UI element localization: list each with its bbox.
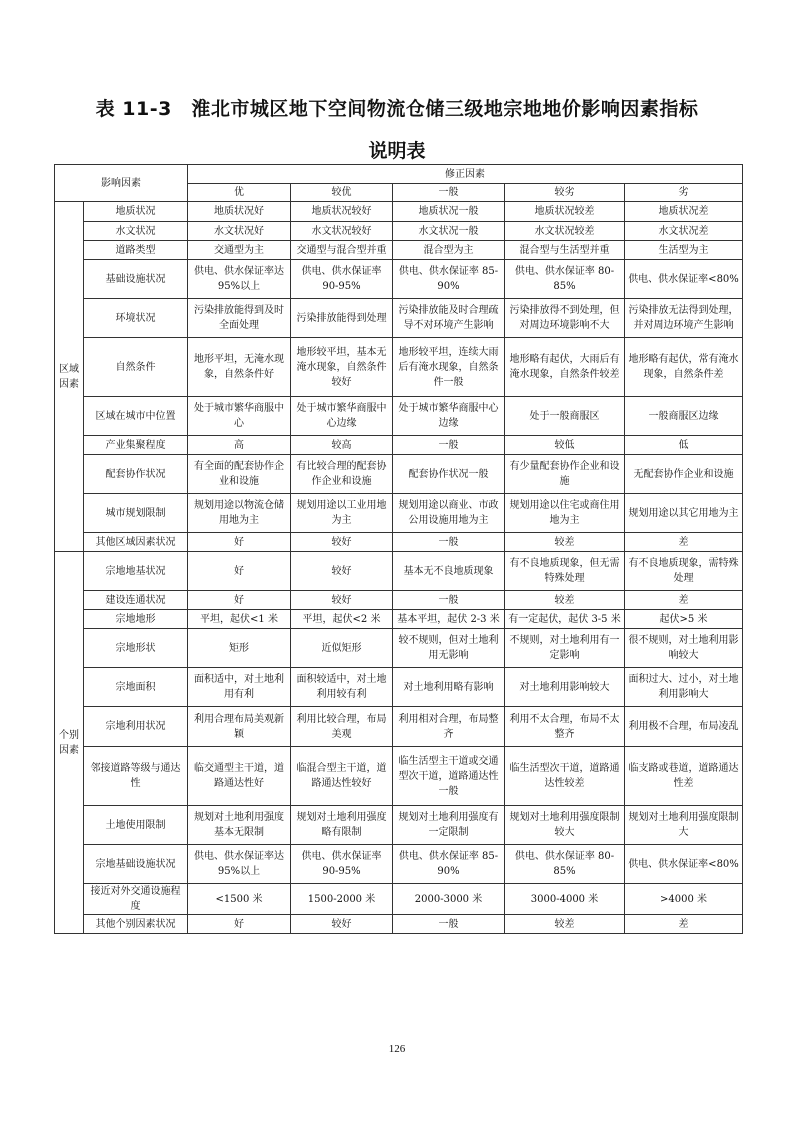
table-row xyxy=(55,591,743,610)
table-row xyxy=(55,222,743,241)
table-row xyxy=(55,397,743,436)
grade-value: 规划用途以住宅或商住用地为主 xyxy=(505,494,625,533)
grade-header: 一般 xyxy=(393,184,505,202)
table-row xyxy=(55,806,743,845)
grade-value: 较不规则，但对土地利用无影响 xyxy=(393,629,505,668)
grade-value: 对土地利用略有影响 xyxy=(393,668,505,707)
grade-value: 2000-3000 米 xyxy=(393,884,505,915)
grade-value: 水文状况好 xyxy=(188,222,291,241)
factor-name: 宗地地形 xyxy=(84,610,188,629)
grade-value: 起伏>5 米 xyxy=(625,610,743,629)
grade-value: 基本无不良地质现象 xyxy=(393,552,505,591)
table-row xyxy=(55,707,743,747)
grade-value: 交通型为主 xyxy=(188,241,291,260)
grade-value: 地形略有起伏，常有淹水现象，自然条件差 xyxy=(625,338,743,397)
grade-value: 水文状况一般 xyxy=(393,222,505,241)
grade-value: 地形略有起伏，大雨后有淹水现象，自然条件较差 xyxy=(505,338,625,397)
factor-name: 基础设施状况 xyxy=(84,260,188,299)
grade-value: 临支路或巷道，道路通达性差 xyxy=(625,747,743,806)
grade-value: 一般 xyxy=(393,915,505,934)
grade-value: 有一定起伏，起伏 3-5 米 xyxy=(505,610,625,629)
grade-value: 规划用途以商业、市政公用设施用地为主 xyxy=(393,494,505,533)
grade-value: 较好 xyxy=(291,591,393,610)
factor-name: 其他个别因素状况 xyxy=(84,915,188,934)
grade-value: 处于城市繁华商服中心 xyxy=(188,397,291,436)
grade-value: 较好 xyxy=(291,915,393,934)
factor-name: 其他区域因素状况 xyxy=(84,533,188,552)
table-title: 表 11-3 淮北市城区地下空间物流仓储三级地宗地地价影响因素指标 xyxy=(95,98,699,120)
grade-value: 规划对土地利用强度基本无限制 xyxy=(188,806,291,845)
grade-value: >4000 米 xyxy=(625,884,743,915)
factor-name: 道路类型 xyxy=(84,241,188,260)
factor-name: 邻接道路等级与通达性 xyxy=(84,747,188,806)
table-row xyxy=(55,436,743,455)
grade-value: 污染排放无法得到处理，并对周边环境产生影响 xyxy=(625,299,743,338)
table-row xyxy=(55,747,743,806)
grade-value: 好 xyxy=(188,533,291,552)
grade-value: 临生活型主干道或交通型次干道，道路通达性一般 xyxy=(393,747,505,806)
grade-value: 地形较平坦，基本无淹水现象，自然条件较好 xyxy=(291,338,393,397)
grade-value: 供电、供水保证率达95%以上 xyxy=(188,260,291,299)
grade-value: 利用极不合理，布局凌乱 xyxy=(625,707,743,747)
grade-value: 供电、供水保证率 85-90% xyxy=(393,845,505,884)
table-row xyxy=(55,260,743,299)
table-row xyxy=(55,299,743,338)
grade-value: 好 xyxy=(188,915,291,934)
table-row xyxy=(55,915,743,934)
table-row xyxy=(55,884,743,915)
grade-value: 较差 xyxy=(505,533,625,552)
grade-value: 混合型与生活型并重 xyxy=(505,241,625,260)
grade-value: 较差 xyxy=(505,915,625,934)
grade-value: 1500-2000 米 xyxy=(291,884,393,915)
table-row xyxy=(55,455,743,494)
factor-name: 接近对外交通设施程度 xyxy=(84,884,188,915)
factor-name: 建设连通状况 xyxy=(84,591,188,610)
grade-value: 对土地利用影响较大 xyxy=(505,668,625,707)
grade-value: 平坦，起伏<1 米 xyxy=(188,610,291,629)
grade-value: 生活型为主 xyxy=(625,241,743,260)
factor-name: 区域在城市中位置 xyxy=(84,397,188,436)
grade-value: 好 xyxy=(188,591,291,610)
grade-value: 差 xyxy=(625,533,743,552)
grade-value: 供电、供水保证率 80-85% xyxy=(505,845,625,884)
grade-value: 污染排放得不到处理，但对周边环境影响不大 xyxy=(505,299,625,338)
table-row xyxy=(55,629,743,668)
table-row xyxy=(55,202,743,222)
table-row xyxy=(55,338,743,397)
page-number: 126 xyxy=(388,1043,406,1055)
grade-value: 近似矩形 xyxy=(291,629,393,668)
grade-value: 配套协作状况一般 xyxy=(393,455,505,494)
factor-name: 配套协作状况 xyxy=(84,455,188,494)
table-row xyxy=(55,241,743,260)
correction-header: 修正因素 xyxy=(188,165,743,184)
grade-value: 污染排放能得到处理 xyxy=(291,299,393,338)
grade-value: 规划用途以物流仓储用地为主 xyxy=(188,494,291,533)
grade-value: 处于城市繁华商服中心边缘 xyxy=(393,397,505,436)
grade-value: 利用比较合理，布局美观 xyxy=(291,707,393,747)
grade-value: 处于城市繁华商服中心边缘 xyxy=(291,397,393,436)
grade-value: 低 xyxy=(625,436,743,455)
grade-value: 差 xyxy=(625,915,743,934)
table-row xyxy=(55,533,743,552)
grade-value: 有不良地质现象，但无需特殊处理 xyxy=(505,552,625,591)
grade-header: 较优 xyxy=(291,184,393,202)
grade-value: 地质状况一般 xyxy=(393,202,505,222)
grade-value: 3000-4000 米 xyxy=(505,884,625,915)
grade-value: 差 xyxy=(625,591,743,610)
grade-value: 有不良地质现象，需特殊处理 xyxy=(625,552,743,591)
factor-name: 宗地地基状况 xyxy=(84,552,188,591)
grade-value: 一般 xyxy=(393,533,505,552)
factor-name: 水文状况 xyxy=(84,222,188,241)
grade-value: 有少量配套协作企业和设施 xyxy=(505,455,625,494)
table-row xyxy=(55,494,743,533)
table-title-continuation: 说明表 xyxy=(368,140,426,162)
grade-value: 地质状况差 xyxy=(625,202,743,222)
grade-value: 规划对土地利用强度有一定限制 xyxy=(393,806,505,845)
grade-value: 供电、供水保证率<80% xyxy=(625,260,743,299)
grade-value: 规划对土地利用强度限制大 xyxy=(625,806,743,845)
grade-value: 有全面的配套协作企业和设施 xyxy=(188,455,291,494)
factor-name: 土地使用限制 xyxy=(84,806,188,845)
header-row xyxy=(55,165,743,184)
group-label: 区域因素 xyxy=(55,202,84,552)
grade-value: 矩形 xyxy=(188,629,291,668)
grade-value: 规划用途以工业用地为主 xyxy=(291,494,393,533)
grade-value: 一般 xyxy=(393,436,505,455)
grade-value: 较好 xyxy=(291,552,393,591)
grade-value: 面积适中，对土地利用有利 xyxy=(188,668,291,707)
grade-value: 交通型与混合型并重 xyxy=(291,241,393,260)
grade-value: 水文状况较好 xyxy=(291,222,393,241)
grade-value: 一般 xyxy=(393,591,505,610)
grade-value: 面积较适中，对土地利用较有利 xyxy=(291,668,393,707)
grade-value: 规划对土地利用强度限制较大 xyxy=(505,806,625,845)
grade-value: 利用合理布局美观新颖 xyxy=(188,707,291,747)
grade-value: 规划对土地利用强度略有限制 xyxy=(291,806,393,845)
grade-value: 规划用途以其它用地为主 xyxy=(625,494,743,533)
grade-value: 高 xyxy=(188,436,291,455)
factor-table-body xyxy=(55,165,743,934)
grade-value: 较低 xyxy=(505,436,625,455)
grade-value: 污染排放能得到及时全面处理 xyxy=(188,299,291,338)
grade-value: 供电、供水保证率 90-95% xyxy=(291,260,393,299)
grade-value: 临生活型次干道，道路通达性较差 xyxy=(505,747,625,806)
grade-value: 较好 xyxy=(291,533,393,552)
grade-value: 地质状况较好 xyxy=(291,202,393,222)
grade-value: 好 xyxy=(188,552,291,591)
grade-value: 临混合型主干道，道路通达性较好 xyxy=(291,747,393,806)
grade-value: 面积过大、过小，对土地利用影响大 xyxy=(625,668,743,707)
factor-name: 城市规划限制 xyxy=(84,494,188,533)
factor-name: 环境状况 xyxy=(84,299,188,338)
grade-value: 处于一般商服区 xyxy=(505,397,625,436)
grade-value: 供电、供水保证率 85-90% xyxy=(393,260,505,299)
grade-value: <1500 米 xyxy=(188,884,291,915)
grade-value: 供电、供水保证率达95%以上 xyxy=(188,845,291,884)
grade-value: 较差 xyxy=(505,591,625,610)
grade-value: 地质状况较差 xyxy=(505,202,625,222)
table-row xyxy=(55,610,743,629)
factor-header: 影响因素 xyxy=(55,165,188,202)
grade-value: 供电、供水保证率 90-95% xyxy=(291,845,393,884)
factor-name: 宗地面积 xyxy=(84,668,188,707)
grade-value: 利用不太合理，布局不太整齐 xyxy=(505,707,625,747)
grade-value: 地形平坦，无淹水现象，自然条件好 xyxy=(188,338,291,397)
factor-name: 宗地基础设施状况 xyxy=(84,845,188,884)
grade-value: 一般商服区边缘 xyxy=(625,397,743,436)
table-row xyxy=(55,552,743,591)
factor-name: 宗地利用状况 xyxy=(84,707,188,747)
factor-name: 产业集聚程度 xyxy=(84,436,188,455)
grade-value: 不规则，对土地利用有一定影响 xyxy=(505,629,625,668)
factor-table xyxy=(54,164,743,934)
table-row xyxy=(55,845,743,884)
table-row xyxy=(55,668,743,707)
grade-value: 供电、供水保证率<80% xyxy=(625,845,743,884)
factor-name: 自然条件 xyxy=(84,338,188,397)
grade-value: 基本平坦，起伏 2-3 米 xyxy=(393,610,505,629)
grade-value: 临交通型主干道，道路通达性好 xyxy=(188,747,291,806)
grade-value: 有比较合理的配套协作企业和设施 xyxy=(291,455,393,494)
grade-header: 优 xyxy=(188,184,291,202)
grade-value: 平坦，起伏<2 米 xyxy=(291,610,393,629)
grade-value: 利用相对合理，布局整齐 xyxy=(393,707,505,747)
grade-value: 地形较平坦，连续大雨后有淹水现象，自然条件一般 xyxy=(393,338,505,397)
grade-value: 地质状况好 xyxy=(188,202,291,222)
grade-value: 水文状况差 xyxy=(625,222,743,241)
grade-value: 较高 xyxy=(291,436,393,455)
factor-name: 宗地形状 xyxy=(84,629,188,668)
grade-value: 污染排放能及时合理疏导不对环境产生影响 xyxy=(393,299,505,338)
grade-value: 很不规则，对土地利用影响较大 xyxy=(625,629,743,668)
grade-value: 供电、供水保证率 80-85% xyxy=(505,260,625,299)
group-label: 个别因素 xyxy=(55,552,84,934)
grade-value: 无配套协作企业和设施 xyxy=(625,455,743,494)
grade-header: 较劣 xyxy=(505,184,625,202)
grade-value: 混合型为主 xyxy=(393,241,505,260)
grade-header: 劣 xyxy=(625,184,743,202)
factor-name: 地质状况 xyxy=(84,202,188,222)
grade-value: 水文状况较差 xyxy=(505,222,625,241)
